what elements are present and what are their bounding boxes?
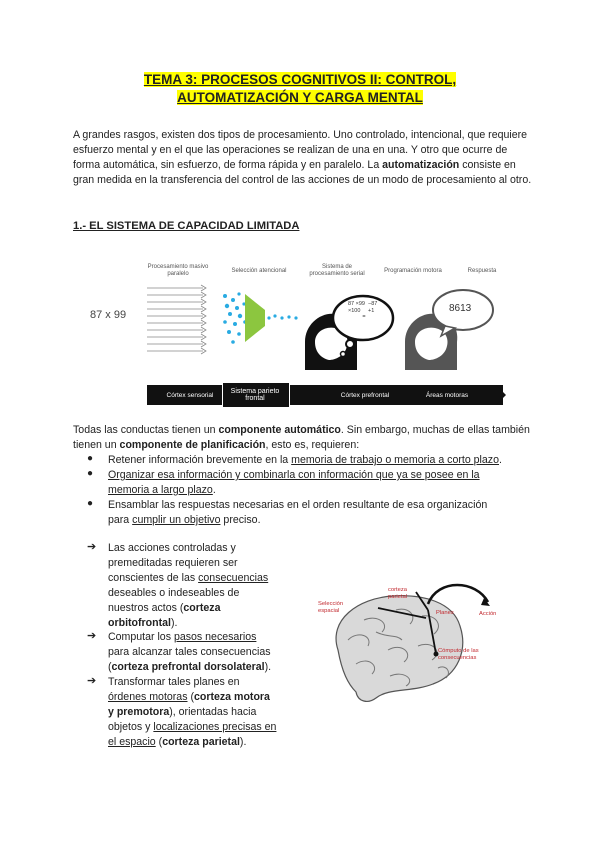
stage-label-motor: Programación motora [384, 268, 442, 274]
arrow-icon: ➔ [87, 675, 97, 687]
answer-value: 8613 [449, 303, 472, 314]
bar-label-sensory: Córtex sensorial [166, 392, 214, 399]
brain-label-spatial: Selección espacial [318, 601, 344, 614]
bar-label-parietofrontal: Sistema parieto frontal [230, 388, 280, 402]
p2-b2: componente de planificación [119, 439, 266, 451]
bar-label-motor: Áreas motoras [425, 392, 469, 399]
brain-label-action: Acción [479, 611, 497, 617]
p2-t3: , esto es, requieren: [265, 439, 360, 451]
page-title [0, 71, 600, 107]
stage-label-serial: Sistema de procesamiento serial [309, 264, 365, 277]
bar-tip-icon [496, 385, 506, 405]
p2-t2: . Sin embargo, muchas de ellas también tienen un [73, 424, 530, 451]
brain-label-parietal: corteza parietal [388, 587, 408, 600]
funnel-icon [245, 294, 265, 342]
arrow-icon: ➔ [87, 541, 97, 553]
brain-label-consequences: Cómputo de las consecuencias [438, 648, 479, 661]
arrow-item-3: Transformar tales planes en órdenes motoras (corteza motora y premotora), orientadas hacia objetos y localizaciones precisas en el espacio (corteza parietal). [108, 676, 277, 748]
bullet-2: Organizar esa información y combinarla con información que ya se posee en la memoria a largo plazo. [108, 469, 480, 496]
parallel-arrows-icon [147, 285, 206, 354]
intro-bold: automatización [382, 159, 460, 171]
planning-paragraph [73, 423, 535, 453]
brain-label-planes: Planes [436, 610, 454, 616]
p2-b1: componente automático [218, 424, 341, 436]
math-problem: 87 x 99 [90, 309, 127, 321]
stage-label-attention: Selección atencional [231, 268, 287, 274]
bar-label-prefrontal: Córtex prefrontal [340, 392, 390, 399]
bullet-dot: ● [87, 468, 94, 479]
calc-equals: = [362, 314, 366, 320]
planes-arrow-icon [428, 585, 488, 604]
stage-label-parallel: Procesamiento masivo paralelo [147, 264, 209, 277]
section-heading: 1.- EL SISTEMA DE CAPACIDAD LIMITADA [73, 220, 300, 232]
arrow-icon: ➔ [87, 630, 97, 642]
figure-graphics [145, 280, 505, 385]
p2-t1: Todas las conductas tienen un [73, 424, 219, 436]
bullet-1: Retener información brevemente en la memoria de trabajo o memoria a corto plazo. [108, 454, 502, 466]
intro-text-b: consiste en gran medida en la transferencia del control de las acciones de un modo de procesamiento al otro. [73, 159, 532, 186]
bullet-dot: ● [87, 453, 94, 464]
title-line-1: TEMA 3: PROCESOS COGNITIVOS II: CONTROL, [143, 72, 457, 87]
bullet-dot: ● [87, 498, 94, 509]
stage-label-response: Respuesta [467, 268, 497, 274]
title-line-2: AUTOMATIZACIÓN Y CARGA MENTAL [177, 90, 423, 105]
person-answer-icon [405, 290, 493, 370]
calc-right: −87 +1 [368, 301, 378, 314]
arrow-item-2: Computar los pasos necesarios para alcanzar tales consecuencias (corteza prefrontal dorsolateral). [108, 631, 272, 673]
intro-text-a: A grandes rasgos, existen dos tipos de procesamiento. Uno controlado, intencional, que requiere esfuerzo mental y en el que las operaciones se realizan de una en una. Y otro que ocurre de forma automática, sin esfuerzo, de forma rápida y en paralelo. La [73, 129, 528, 171]
intro-paragraph [73, 128, 535, 188]
bullet-3: Ensamblar las respuestas necesarias en el orden resultante de esa organización para cumplir un objetivo preciso. [108, 499, 488, 526]
calc-left: 87 ×99 ×100 [348, 301, 365, 314]
arrow-item-1: Las acciones controladas y premeditadas requieren ser conscientes de las consecuencias deseables o indeseables de nuestros actos (corteza orbitofrontal). [108, 542, 269, 629]
